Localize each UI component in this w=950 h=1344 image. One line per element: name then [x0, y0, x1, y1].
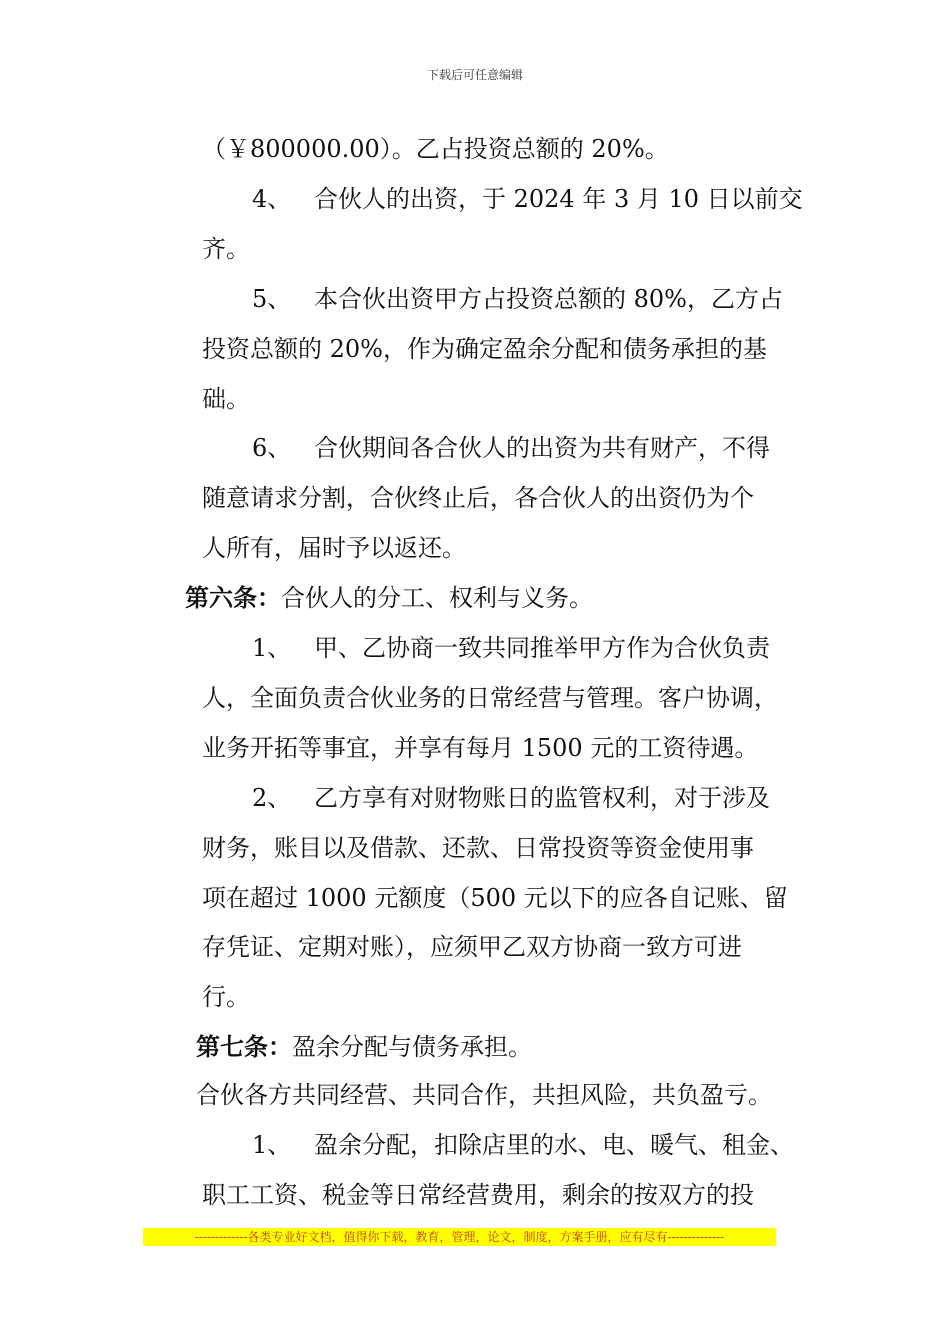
item-text: 甲、乙协商一致共同推举甲方作为合伙负责 [314, 634, 770, 662]
item-number: 6、 [252, 434, 292, 462]
text-line: 投资总额的 20%，作为确定盈余分配和债务承担的基 [202, 335, 767, 363]
article-heading [185, 583, 593, 613]
item-text: 合伙期间各合伙人的出资为共有财产，不得 [314, 434, 770, 462]
item-text: 乙方享有对财物账日的监管权利，对于涉及 [314, 784, 770, 812]
list-item [252, 1130, 794, 1160]
article-label: 第七条： [196, 1032, 292, 1061]
text-line: 人，全面负责合伙业务的日常经营与管理。客户协调， [202, 684, 778, 712]
page-footer-banner: -------------各类专业好文档，值得你下载，教育，管理，论文，制度，方案手册，应有尽有-------------- [143, 1228, 776, 1246]
text-line: 合伙各方共同经营、共同合作，共担风险，共负盈亏。 [196, 1081, 772, 1109]
item-number: 1、 [252, 1131, 292, 1159]
list-item [252, 633, 770, 663]
text-line: 项在超过 1000 元额度（500 元以下的应各自记账、留 [202, 884, 788, 912]
text-line: 存凭证、定期对账），应须甲乙双方协商一致方可进 [202, 933, 742, 961]
list-item [252, 284, 783, 314]
text-line: 职工工资、税金等日常经营费用，剩余的按双方的投 [202, 1181, 754, 1209]
article-heading [196, 1032, 532, 1062]
item-number: 2、 [252, 784, 292, 812]
list-item [252, 184, 803, 214]
item-text: 合伙人的出资，于 2024 年 3 月 10 日以前交 [314, 185, 803, 213]
item-text: 盈余分配，扣除店里的水、电、暖气、租金、 [314, 1131, 794, 1159]
text-line: 人所有，届时予以返还。 [202, 534, 466, 562]
item-text: 本合伙出资甲方占投资总额的 80%，乙方占 [314, 285, 783, 313]
list-item [252, 783, 770, 813]
item-number: 4、 [252, 185, 292, 213]
item-number: 1、 [252, 634, 292, 662]
page-header: 下载后可任意编辑 [426, 68, 523, 82]
text-line: 行。 [202, 983, 250, 1011]
article-label: 第六条： [185, 583, 281, 612]
article-title: 合伙人的分工、权利与义务。 [281, 584, 593, 612]
item-number: 5、 [252, 285, 292, 313]
text-line: 业务开拓等事宜，并享有每月 1500 元的工资待遇。 [202, 734, 759, 762]
text-line: 财务，账目以及借款、还款、日常投资等资金使用事 [202, 834, 754, 862]
text-line: （￥800000.00）。乙占投资总额的 20%。 [202, 135, 669, 163]
article-title: 盈余分配与债务承担。 [292, 1033, 532, 1061]
text-line: 齐。 [202, 235, 250, 263]
text-line: 随意请求分割，合伙终止后，各合伙人的出资仍为个 [202, 484, 754, 512]
text-line: 础。 [202, 385, 250, 413]
list-item [252, 433, 770, 463]
